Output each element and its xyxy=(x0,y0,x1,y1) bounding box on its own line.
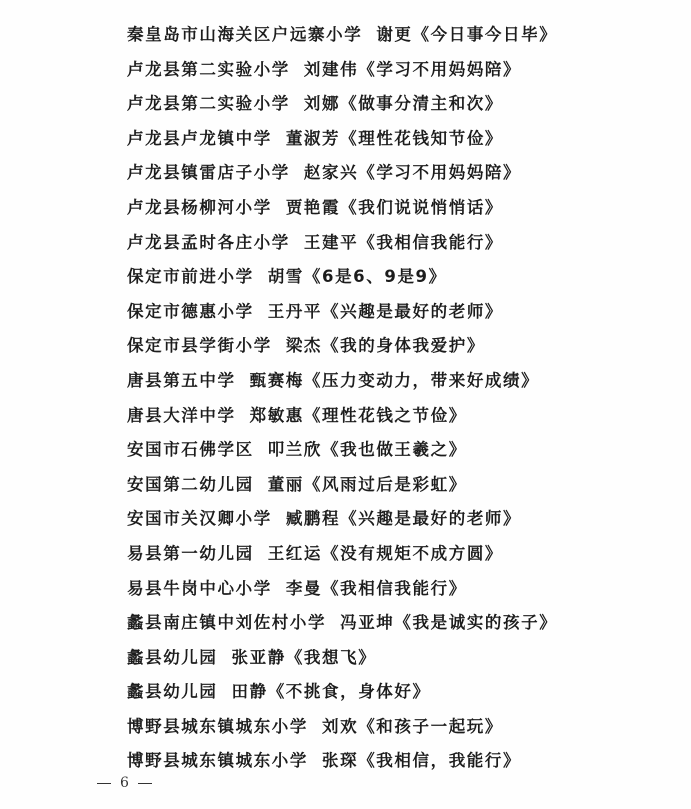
entry-school: 唐县第五中学 xyxy=(127,370,236,390)
list-item xyxy=(127,537,557,572)
entry-school: 秦皇岛市山海关区户远寨小学 xyxy=(127,25,363,44)
entry-author: 张亚静 xyxy=(231,647,286,667)
entry-school: 易县牛岗中心小学 xyxy=(127,578,272,598)
list-item xyxy=(127,191,557,226)
entry-author: 李曼 xyxy=(285,578,323,598)
page-number: 6 xyxy=(120,775,129,791)
page-footer xyxy=(97,772,152,794)
entry-title: 《压力变动力，带来好成绩》 xyxy=(303,370,540,390)
list-item xyxy=(127,468,557,503)
list-item xyxy=(127,433,557,468)
footer-dash-left xyxy=(97,783,111,784)
entry-author: 刘欢 xyxy=(322,716,359,736)
entry-school: 卢龙县镇雷店子小学 xyxy=(127,163,290,183)
entry-author: 郑敏惠 xyxy=(249,405,304,425)
list-item xyxy=(127,364,557,399)
entry-title: 《我相信我能行》 xyxy=(322,578,467,598)
entry-author: 胡雪 xyxy=(267,267,304,287)
list-item xyxy=(127,710,557,745)
entry-title: 《不挑食，身体好》 xyxy=(267,682,431,702)
entry-school: 保定市县学街小学 xyxy=(127,336,272,356)
entry-title: 《和孩子一起玩》 xyxy=(358,716,504,736)
list-item xyxy=(127,122,557,157)
list-item xyxy=(127,675,557,710)
entry-author: 甄赛梅 xyxy=(249,370,304,390)
entry-title: 《我想飞》 xyxy=(285,647,377,667)
entry-title: 《做事分清主和次》 xyxy=(340,94,504,114)
entry-author: 叩兰欣 xyxy=(267,440,323,460)
entry-title: 《兴趣是最好的老师》 xyxy=(322,301,504,321)
entry-school: 卢龙县孟时各庄小学 xyxy=(127,232,290,252)
entry-author: 王建平 xyxy=(303,232,359,252)
list-item xyxy=(127,641,557,676)
entry-school: 安国市关汉卿小学 xyxy=(127,509,272,529)
list-item xyxy=(127,572,557,607)
entry-title: 《理性花钱之节俭》 xyxy=(303,405,467,425)
footer-dash-right xyxy=(138,783,152,784)
entry-title: 《我相信我能行》 xyxy=(358,232,504,252)
list-item xyxy=(127,226,557,261)
entry-school: 唐县大洋中学 xyxy=(127,405,236,425)
entry-author: 董丽 xyxy=(267,474,304,494)
entry-title: 《我的身体我爱护》 xyxy=(322,336,485,356)
list-item xyxy=(127,295,557,330)
entry-school: 蠡县南庄镇中刘佐村小学 xyxy=(127,613,327,633)
entry-author: 冯亚坤 xyxy=(340,613,395,633)
entry-author: 赵家兴 xyxy=(303,163,359,183)
entry-school: 卢龙县杨柳河小学 xyxy=(127,197,272,217)
entry-title: 《6是6、9是9》 xyxy=(303,267,447,287)
entry-title: 《学习不用妈妈陪》 xyxy=(358,163,522,183)
entry-author: 田静 xyxy=(231,682,268,702)
list-item xyxy=(127,606,557,641)
entry-title: 《没有规矩不成方圆》 xyxy=(322,543,504,563)
entry-author: 董淑芳 xyxy=(285,128,341,148)
entry-school: 卢龙县第二实验小学 xyxy=(127,94,290,114)
list-item xyxy=(127,156,557,191)
entry-school: 蠡县幼儿园 xyxy=(127,682,218,702)
entry-title: 《理性花钱知节俭》 xyxy=(340,128,504,148)
entry-school: 博野县城东镇城东小学 xyxy=(127,716,308,736)
entry-school: 卢龙县第二实验小学 xyxy=(127,59,290,79)
list-item xyxy=(127,744,557,779)
entry-school: 易县第一幼儿园 xyxy=(127,543,254,563)
entry-author: 臧鹏程 xyxy=(285,509,341,529)
entry-author: 王红运 xyxy=(267,543,323,563)
list-item xyxy=(127,329,557,364)
entry-school: 保定市前进小学 xyxy=(127,267,254,287)
list-item xyxy=(127,260,557,295)
list-item xyxy=(127,53,557,88)
entry-list xyxy=(127,18,557,779)
list-item xyxy=(127,399,557,434)
entry-title: 《今日事今日毕》 xyxy=(412,25,558,44)
entry-school: 安国第二幼儿园 xyxy=(127,474,254,494)
entry-author: 刘娜 xyxy=(303,94,341,114)
entry-title: 《我们说说悄悄话》 xyxy=(340,197,504,217)
entry-author: 谢更 xyxy=(376,25,413,44)
list-item xyxy=(127,87,557,122)
entry-author: 王丹平 xyxy=(267,301,323,321)
entry-author: 贾艳霞 xyxy=(285,197,341,217)
entry-title: 《兴趣是最好的老师》 xyxy=(340,509,522,529)
entry-title: 《我也做王羲之》 xyxy=(322,440,467,460)
entry-title: 《学习不用妈妈陪》 xyxy=(358,59,522,79)
entry-school: 安国市石佛学区 xyxy=(127,440,254,460)
entry-title: 《我是诚实的孩子》 xyxy=(394,613,558,633)
entry-school: 卢龙县卢龙镇中学 xyxy=(127,128,272,148)
list-item xyxy=(127,502,557,537)
entry-author: 刘建伟 xyxy=(303,59,359,79)
entry-title: 《我相信，我能行》 xyxy=(358,751,522,771)
list-item xyxy=(127,18,557,53)
entry-school: 保定市德惠小学 xyxy=(127,301,254,321)
entry-school: 博野县城东镇城东小学 xyxy=(127,751,308,771)
entry-title: 《风雨过后是彩虹》 xyxy=(303,474,467,494)
entry-author: 梁杰 xyxy=(285,336,323,356)
entry-author: 张琛 xyxy=(322,751,359,771)
entry-school: 蠡县幼儿园 xyxy=(127,647,218,667)
